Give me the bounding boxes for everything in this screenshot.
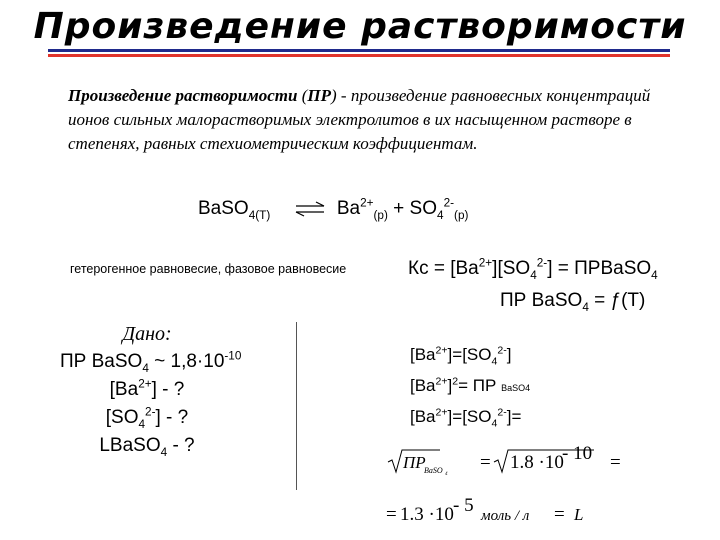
formula-l: L [574, 505, 584, 524]
solution-line-1 [410, 344, 512, 368]
given-title: Дано: [122, 323, 172, 345]
sol-l1-sup2: 2- [497, 344, 507, 357]
formula-eq2: = [610, 452, 621, 473]
eq-ion2-sup: 2- [443, 196, 455, 210]
definition-term: Произведение растворимости [68, 86, 298, 105]
eq-plus: + SO [387, 198, 438, 219]
pr-temperature [500, 290, 645, 312]
eq-ion1: Ba [336, 198, 361, 219]
formula-pr: ПР [403, 453, 426, 472]
sol-l1-sup1: 2+ [435, 344, 448, 357]
sol-l3a: [Ba [410, 407, 436, 426]
kc-expression [408, 258, 658, 280]
pr-t-sub: 4 [582, 300, 589, 314]
formula-eq1: = [480, 452, 491, 473]
definition-abbr: ПР [307, 86, 331, 105]
formula-pr-sub4: 4 [445, 472, 448, 477]
definition-paragraph [68, 84, 653, 156]
solution-line-2 [410, 376, 530, 396]
heterogeneous-note: гетерогенное равновесие, фазовое равновесие [70, 262, 347, 276]
page-title: Произведение растворимости [33, 6, 687, 47]
given-l1a: ПР BaSO [60, 351, 143, 372]
given-l2a: [Ba [109, 379, 139, 400]
sol-l3-sub: 4 [491, 417, 498, 430]
formula-exp: - 10 [562, 446, 593, 464]
given-l2b: ] - ? [151, 379, 185, 400]
sol-l2-sup2: 2 [452, 375, 459, 388]
given-l4b: - ? [167, 435, 195, 456]
title-underline-red [48, 54, 670, 57]
sol-l2-small: BaSO4 [501, 383, 531, 393]
column-divider [296, 322, 297, 490]
kc-prefix: Кс = [Ba [408, 258, 479, 279]
title-underline-blue [48, 49, 670, 52]
sol-l1-sub: 4 [491, 355, 498, 368]
kc-sub2: 4 [651, 268, 658, 282]
sol-l3-sup2: 2- [497, 406, 507, 419]
given-l3b: ] - ? [155, 407, 189, 428]
given-line-ba [60, 376, 234, 404]
sol-l1b: ]=[SO [447, 345, 492, 364]
eq-ion1-sub: (р) [373, 208, 388, 222]
given-l3a: [SO [105, 407, 139, 428]
formula-unit: моль / л [481, 508, 530, 524]
eq-left: BaSO [198, 198, 249, 219]
kc-sup1: 2+ [478, 256, 493, 270]
formula-exp2: - 5 [453, 495, 474, 516]
eq-ion1-sup: 2+ [360, 196, 374, 210]
solution-line-3 [410, 406, 522, 430]
sol-l2b: ] [447, 376, 453, 395]
sol-l2-sup1: 2+ [435, 375, 448, 388]
pr-t-prefix: ПР BaSO [500, 290, 583, 311]
given-l2-sup: 2+ [138, 377, 152, 391]
given-l1-sup: -10 [224, 349, 242, 363]
sol-l2a: [Ba [410, 376, 436, 395]
given-line-l [60, 432, 234, 460]
given-l4a: LBaSO [99, 435, 161, 456]
formula-mantissa: 1.8 ·10 [510, 452, 564, 473]
kc-sup2: 2- [536, 256, 548, 270]
kc-sub1: 4 [530, 268, 537, 282]
formula-eq4: = [554, 504, 565, 525]
given-line-pr [60, 348, 242, 376]
given-l3-sub: 4 [138, 417, 146, 431]
definition-abbr-open: ( [297, 86, 308, 105]
eq-left-sub: 4(Т) [248, 208, 271, 222]
eq-ion2-sub: (р) [454, 208, 469, 222]
eq-ion2-sub4: 4 [437, 208, 444, 222]
formula-pr-sub: BaSO [424, 466, 443, 475]
solubility-formula [384, 446, 624, 536]
given-block [60, 320, 242, 460]
given-line-so4 [60, 404, 234, 432]
given-l1-sub: 4 [142, 361, 149, 375]
formula-mantissa2: 1.3 ·10 [400, 504, 454, 525]
definition-text: - произведение равновесных концентраций ионов сильных малорастворимых электролитов в их насыщенном растворе в степенях, равных стехиометрическим коэффициентам. [68, 86, 651, 153]
sol-l3b: ]=[SO [447, 407, 492, 426]
kc-mid1: ][SO [492, 258, 531, 279]
given-l1b: ~ 1,8·10 [148, 351, 225, 372]
sol-l1c: ] [506, 345, 512, 364]
definition-abbr-close: ) [330, 86, 337, 105]
sol-l3-sup1: 2+ [435, 406, 448, 419]
equilibrium-arrows-icon [294, 201, 326, 217]
given-l3-sup: 2- [145, 405, 156, 419]
sol-l3c: ]= [506, 407, 522, 426]
given-l4-sub: 4 [160, 445, 168, 459]
formula-eq3: = [386, 504, 397, 525]
sol-l2c: = ПР [458, 376, 497, 395]
pr-t-suffix: = ƒ(Т) [588, 290, 646, 311]
sol-l1a: [Ba [410, 345, 436, 364]
kc-mid2: ] = ПРBaSO [547, 258, 652, 279]
dissolution-equation [198, 198, 468, 220]
